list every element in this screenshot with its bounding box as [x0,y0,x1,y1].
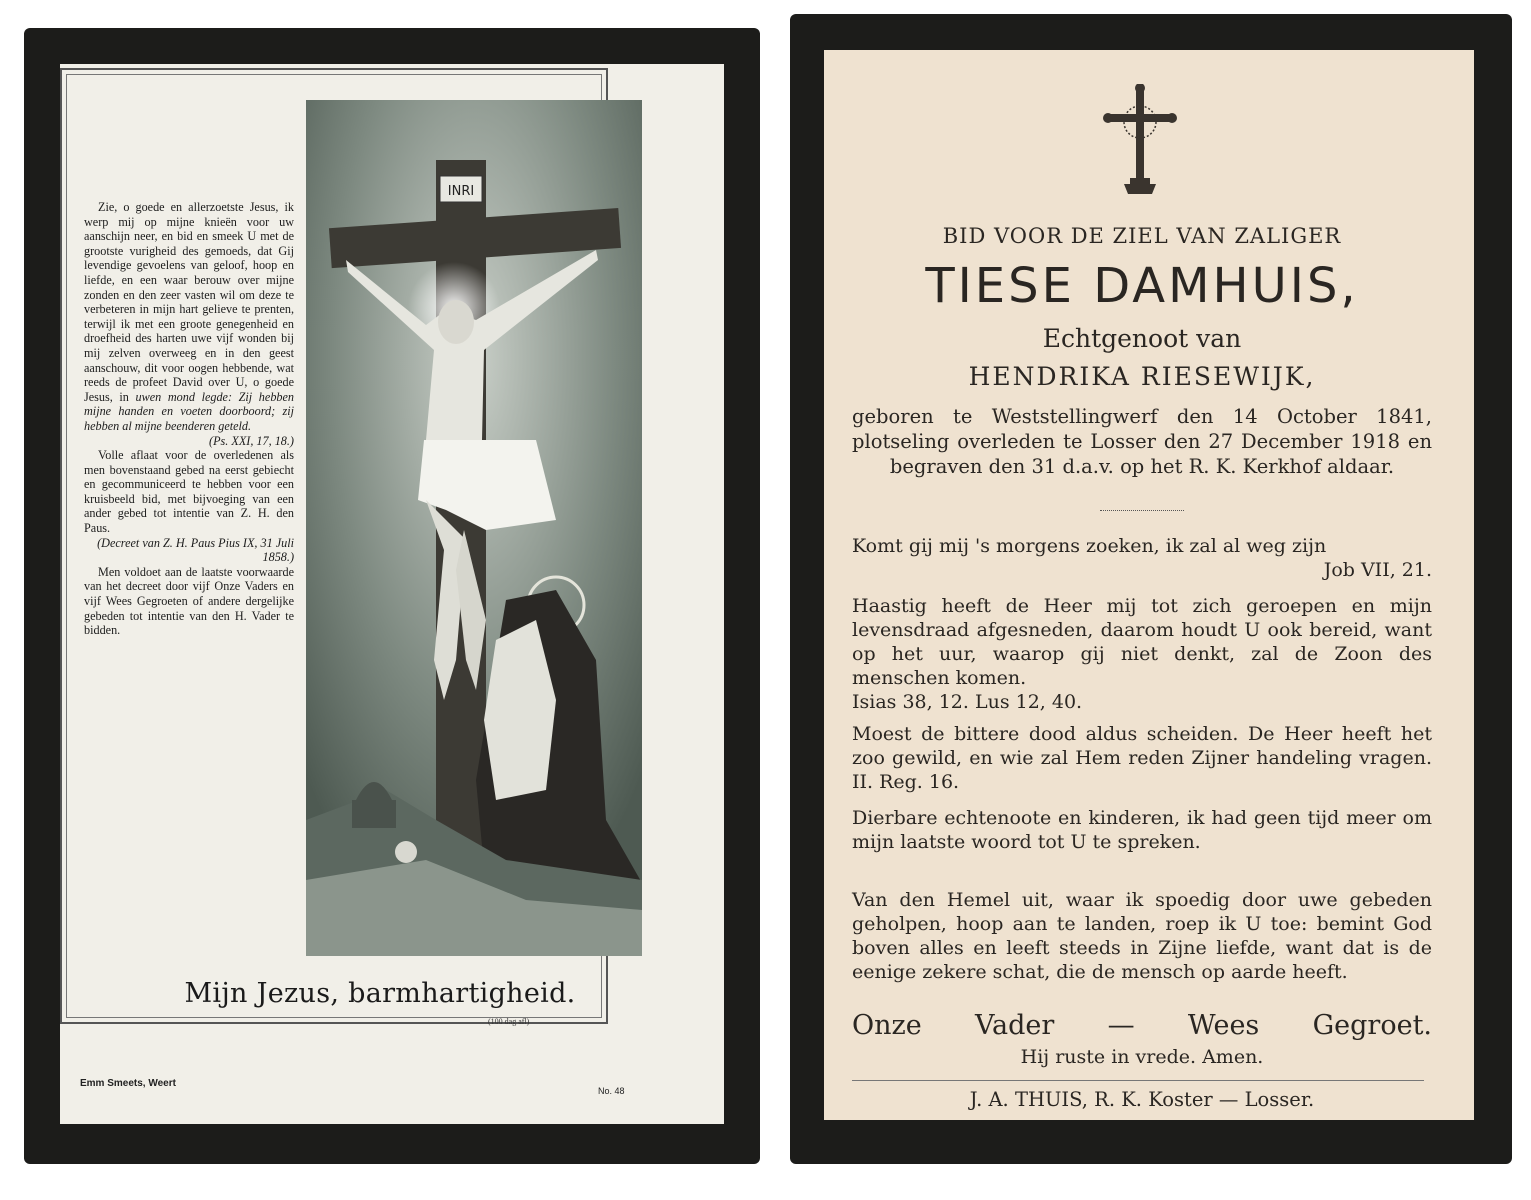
psalm-quote: Zij hebben mijne handen en voeten doorboord; zij hebben al mijne beenderen geteld. [84,389,295,433]
verse-reference: Isias 38, 12. Lus 12, 40. [852,691,1083,713]
spouse-label: Echtgenoot van [1042,324,1242,353]
prayer-word: Vader [975,1010,1055,1041]
prayer-paragraph: Zie, o goede en allerzoetste Jesus, ik werp mij op mijne knieën voor uw aanschijn neer, en bid en smeek U met de grootste vurigheid des gemoeds, dat Gij levendige gevoelens van geloof, hoop en liefde, en een waar berouw over mijne zonden en den zeer vasten wil om deze te verbeteren in mijn hart gelieve te prenten, terwijl ik met een groote genegenheid en droefheid des harten uwe vijf wonden bij mij zelven overweeg en in den geest aanschouw, dit voor oogen hebbende, wat reeds de profeet David over U, o goede Jesus, in [84,200,294,404]
heading: BID VOOR DE ZIEL VAN ZALIGER [942,224,1342,248]
indulgence-text: Volle aflaat voor de overledenen als men bovenstaand gebed na eerst gebiecht en gecommuniceerd te hebben voor een kruisbeeld bid, met bijvoeging van een ander gebed tot intentie van Z. H. den Paus. [84,448,294,536]
koster-credit: J. A. THUIS, R. K. Koster — Losser. [969,1088,1315,1111]
crucifixion-illustration [306,100,642,956]
biography: geboren te Weststellingwerf den 14 October 1841, plotseling overleden te Losser den 27 December 1918 en begraven den 31 d.a.v. op het R. K. Kerkhof aldaar. [852,405,1432,478]
verse-reference: II. Reg. 16. [852,771,960,793]
psalm-reference: (Ps. XXI, 17, 18.) [209,433,294,448]
motto: Mijn Jezus, barmhartigheid. [184,978,576,1009]
farewell-text: Dierbare echtenoote en kinderen, ik had geen tijd meer om mijn laatste woord tot U te spreken. [852,807,1432,853]
card-number: No. 48 [598,1086,625,1096]
verse-isaiah-luke [852,594,1432,714]
cross-icon [1100,84,1180,206]
prayer-word: — [1107,1010,1135,1041]
divider [852,1080,1424,1081]
verse-job [852,534,1432,582]
deceased-name: TIESE DAMHUIS, [925,258,1359,314]
verse-reg [852,722,1432,794]
heaven-text: Van den Hemel uit, waar ik spoedig door uwe gebeden geholpen, hoop aan te landen, roep ik U toe: bemint God boven alles en leeft steeds in Zijne liefde, want dat is de eenige zekere schat, die de mensch op aarde heeft. [852,889,1432,983]
prayer-text [84,200,294,638]
prayer-word: Wees [1187,1010,1260,1041]
verse-text: Haastig heeft de Heer mij tot zich geroepen en mijn levensdraad afgesneden, daarom houdt U ook bereid, want op het uur, waarop gij niet denkt, zal de Zoon des menschen komen. [852,595,1432,689]
crucifixion-picture [306,100,642,956]
verse-text: Moest de bittere dood aldus scheiden. De Heer heeft het zoo gewild, en wie zal Hem reden Zijner handeling vragen. [852,723,1432,769]
prayer-paragraph-lead: uwen mond legde: [135,389,233,404]
condition-text: Men voldoet aan de laatste voorwaarde van het decreet door vijf Onze Vaders en vijf Wees Gegroeten of andere dergelijke gebeden tot intentie van den H. Vader te bidden. [84,564,294,638]
printer-credit: Emm Smeets, Weert [80,1078,176,1089]
prayer-word: Onze [852,1010,922,1041]
spouse-name: HENDRIKA RIESEWIJK, [968,362,1316,391]
rest-in-peace: Hij ruste in vrede. Amen. [1020,1046,1264,1068]
decree-reference: (Decreet van Z. H. Paus Pius IX, 31 Juli 1858.) [97,535,294,565]
prayer-names [852,1010,1432,1041]
motto-indulgence-note: (100 dag afl) [488,1017,530,1026]
prayer-word: Gegroet. [1312,1010,1432,1041]
verse-reference: Job VII, 21. [1323,559,1432,581]
verse-text: Komt gij mij 's morgens zoeken, ik zal al weg zijn [852,535,1327,557]
inri-sign: INRI [447,184,475,199]
separator [1100,510,1184,511]
